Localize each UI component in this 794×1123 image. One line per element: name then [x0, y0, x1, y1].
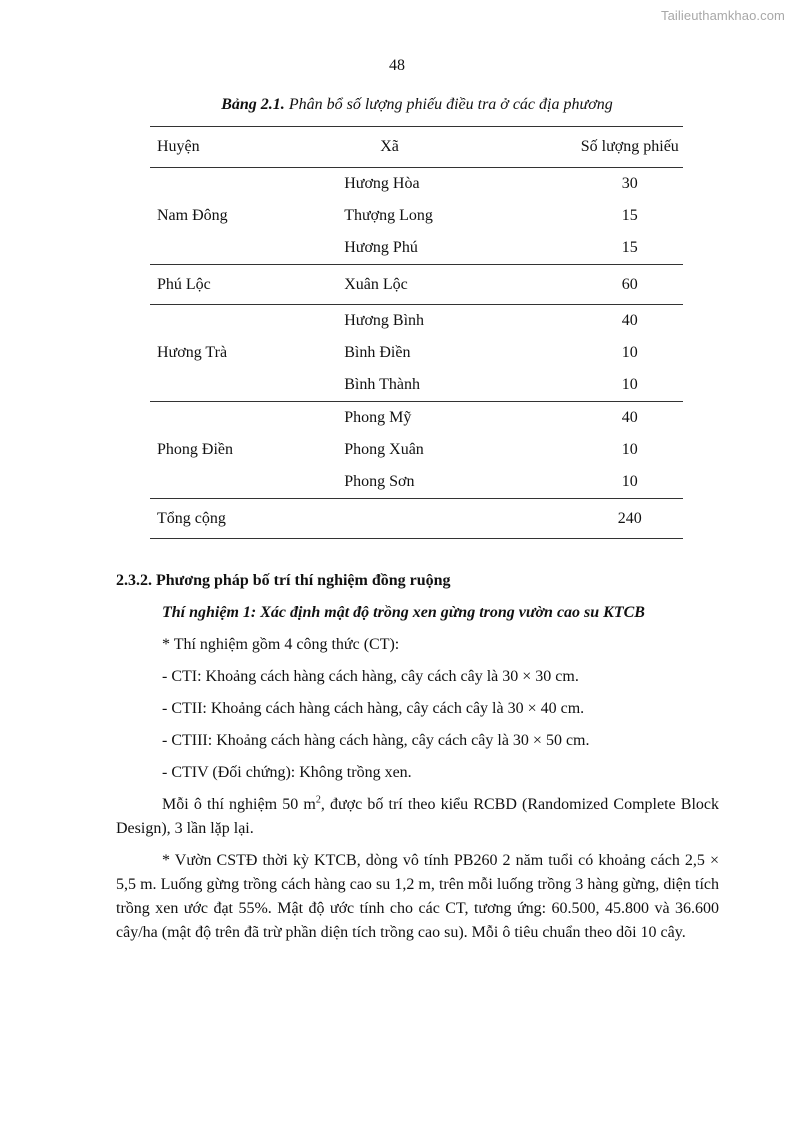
count-value: 30: [621, 175, 638, 192]
table-header-row: [150, 127, 683, 168]
survey-table: [150, 126, 683, 539]
commune-name: Phong Xuân: [344, 441, 424, 458]
treatment-ct2: - CTII: Khoảng cách hàng cách hàng, cây cách cây là 30 × 40 cm.: [162, 700, 585, 717]
paragraph-garden-description: * Vườn CSTĐ thời kỳ KTCB, dòng vô tính PB260 2 năm tuổi có khoảng cách 2,5 × 5,5 m. Luống gừng trồng cách hàng cao su 1,2 m, trên mỗi luống trồng 3 hàng gừng, diện tích trồng xen ước đạt 55%. Mật độ ước tính cho các CT, tương ứng: 60.500, 45.800 và 36.600 cây/ha (mật độ trên đã trừ phần diện tích trồng cao su). Mỗi ô tiêu chuẩn theo dõi 10 cây.: [116, 852, 719, 941]
total-empty-cell: [344, 499, 576, 539]
count-value: 10: [621, 344, 638, 361]
commune-name: Phong Sơn: [344, 473, 415, 490]
page-number: 48: [389, 57, 405, 74]
table-group-nam-dong: [150, 168, 683, 265]
header-commune: Xã: [380, 138, 399, 155]
treatment-ct4: - CTIV (Đối chứng): Không trồng xen.: [162, 764, 412, 781]
treatment-ct3: - CTIII: Khoảng cách hàng cách hàng, cây cách cây là 30 × 50 cm.: [162, 732, 590, 749]
table-group-huong-tra: [150, 305, 683, 402]
table-total-row: [150, 499, 683, 539]
header-count: Số lượng phiếu: [580, 138, 679, 155]
commune-name: Bình Điền: [344, 344, 411, 361]
count-value: 15: [621, 207, 638, 224]
district-cell: Nam Đông: [157, 207, 228, 224]
table-group-phu-loc: [150, 265, 683, 305]
total-value: 240: [617, 509, 642, 527]
table-caption-text: Phân bổ số lượng phiếu điều tra ở các địa phương: [288, 96, 613, 113]
total-label: Tổng cộng: [157, 509, 226, 527]
count-cell: [577, 168, 683, 265]
table-group-phong-dien: [150, 402, 683, 499]
commune-name: Hương Bình: [344, 312, 425, 329]
count-value: 40: [621, 409, 638, 426]
district-cell: Phong Điền: [157, 441, 233, 458]
commune-cell: [344, 168, 576, 265]
commune-cell: [344, 402, 576, 499]
count-value: 15: [621, 239, 638, 256]
header-district: Huyện: [157, 138, 200, 155]
count-value: 10: [621, 441, 638, 458]
table-caption: [150, 96, 684, 114]
commune-name: Hương Hòa: [344, 175, 420, 192]
count-cell: [577, 305, 683, 402]
commune-name: Xuân Lộc: [344, 275, 408, 293]
watermark: Tailieuthamkhao.com: [660, 8, 785, 23]
treatment-ct1: - CTI: Khoảng cách hàng cách hàng, cây cách cây là 30 × 30 cm.: [162, 668, 579, 685]
count-value: 40: [621, 312, 638, 329]
commune-name: Bình Thành: [344, 376, 420, 393]
treatment-intro: * Thí nghiệm gồm 4 công thức (CT):: [162, 636, 400, 653]
count-value: 10: [621, 376, 638, 393]
district-cell: Phú Lộc: [157, 275, 211, 293]
count-value: 10: [621, 473, 638, 490]
commune-name: Hương Phú: [344, 239, 418, 256]
table-caption-label: Bảng 2.1.: [221, 96, 285, 113]
experiment-title: Thí nghiệm 1: Xác định mật độ trồng xen gừng trong vườn cao su KTCB: [162, 604, 645, 621]
commune-name: Thượng Long: [344, 207, 433, 224]
commune-name: Phong Mỹ: [344, 409, 412, 426]
count-value: 60: [621, 275, 638, 293]
paragraph-plot-design: Mỗi ô thí nghiệm 50 $m^2$, được bố trí theo kiểu RCBD (Randomized Complete Block Design), 3 lần lặp lại.: [116, 794, 720, 837]
count-cell: [577, 402, 683, 499]
commune-cell: [344, 305, 576, 402]
section-heading: 2.3.2. Phương pháp bố trí thí nghiệm đồng ruộng: [116, 572, 451, 589]
district-cell: Hương Trà: [157, 344, 228, 361]
